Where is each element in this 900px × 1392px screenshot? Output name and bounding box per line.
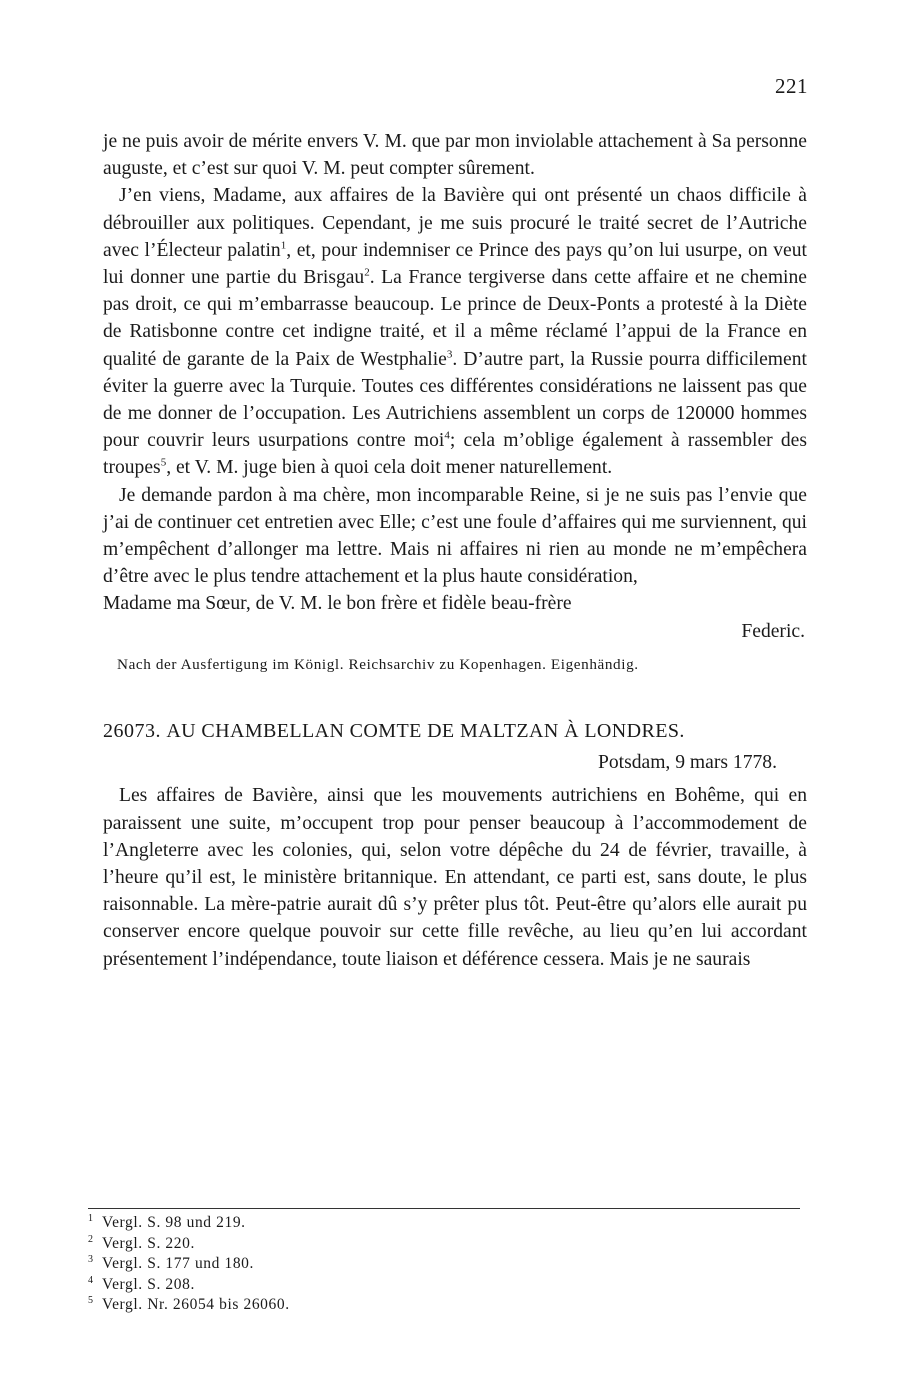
paragraph-1: je ne puis avoir de mérite envers V. M. que par mon inviolable attachement à Sa personne auguste, et c’est sur quoi V. M. peut compter sûrement. <box>103 131 807 180</box>
main-text <box>103 128 807 973</box>
paragraph-3: Je demande pardon à ma chère, mon incomparable Reine, si je ne suis pas l’envie que j’ai de continuer cet entretien avec Elle; c’est une foule d’affaires qui me surviennent, qui m’empêchent d’allonger ma lettre. Mais ni affaires ni rien au monde ne m’empêchera d’être avec le plus tendre attachement et la plus haute considération, <box>103 484 807 588</box>
footnote-divider <box>88 1208 800 1209</box>
letter-body: Les affaires de Bavière, ainsi que les mouvements autrichiens en Bohême, qui en paraissent une suite, m’occupent trop pour penser beaucoup à l’accommodement de l’Angleterre avec les colonies, qui, selon votre dépêche du 24 de février, travaille, à l’heure qu’il est, le ministère britannique. En attendant, ce parti est, sans doute, le plus raisonnable. La mère-patrie aurait dû s’y prêter plus tôt. Peut-être qu’alors elle aurait pu conserver encore quelque pouvoir sur cette fille revêche, au lieu qu’en lui accordant présentement l’indépendance, toute liaison et déférence cessera. Mais je ne saurais <box>103 785 807 970</box>
footnote-mark: 2 <box>88 1233 94 1245</box>
paragraph-2-part-a: J’en viens, Madame, aux affaires de la Bavière qui ont présenté un chaos difficile à débrouiller aux politiques. Cependant, je me suis procuré le traité secret de l’Autriche avec l’Électeur palatin <box>103 185 807 261</box>
signature-line <box>103 618 807 645</box>
footnote-text: Vergl. S. 220. <box>102 1234 195 1252</box>
paragraph-2-part-c: . La France tergiverse dans cette affaire et ne chemine pas droit, ce qui m’embarrasse beaucoup. Le prince de Deux-Ponts a protesté à la Diète de Ratisbonne contre cet indigne traité, et il a même réclamé l’appui de la France en qualité de garante de la Paix de Westphalie <box>103 267 807 370</box>
footnote <box>88 1275 588 1296</box>
footnote-text: Vergl. S. 208. <box>102 1275 195 1293</box>
footnote-ref-1: 1 <box>280 239 287 252</box>
letter-number: 26073. <box>103 720 161 743</box>
footnote-ref-4: 4 <box>444 429 450 442</box>
footnote-text: Vergl. S. 98 und 219. <box>102 1214 246 1231</box>
signature: Federic. <box>741 620 805 642</box>
paragraph-2-part-b: , et, pour indemniser ce Prince des pays qu’on lui usurpe, on veut lui donner une partie du Brisgau <box>103 239 807 289</box>
footnote-mark: 4 <box>88 1274 94 1286</box>
letter-heading <box>103 718 807 745</box>
paragraph-2-part-d: . D’autre part, la Russie pourra difficilement éviter la guerre avec la Turquie. Toutes ces différentes considérations ne laissent pas que de me donner de l’occupation. Les Autrichiens assemblent un corps de 120000 hommes pour couvrir leurs usurpations contre moi <box>103 348 807 452</box>
footnote-text: Vergl. S. 177 und 180. <box>102 1255 254 1273</box>
footnotes <box>88 1213 588 1316</box>
footnote-ref-5: 5 <box>160 456 167 469</box>
footnote-mark: 1 <box>88 1213 94 1224</box>
footnote-ref-3: 3 <box>446 348 453 361</box>
footnote <box>88 1295 588 1316</box>
closing-line: Madame ma Sœur, de V. M. le bon frère et fidèle beau-frère <box>103 593 572 615</box>
footnote <box>88 1234 588 1255</box>
page-number: 221 <box>775 74 808 98</box>
footnote-mark: 5 <box>88 1295 94 1307</box>
paragraph-2-part-f: , et V. M. juge bien à quoi cela doit mener naturellement. <box>166 457 613 479</box>
footnote <box>88 1254 588 1275</box>
letter-dateline: Potsdam, 9 mars 1778. <box>597 752 777 774</box>
footnote <box>88 1213 588 1234</box>
letter-title: AU CHAMBELLAN COMTE DE MALTZAN À LONDRES. <box>166 720 685 743</box>
source-note: Nach der Ausfertigung im Königl. Reichsarchiv zu Kopenhagen. Eigenhändig. <box>117 655 639 673</box>
footnote-ref-2: 2 <box>364 266 370 279</box>
footnote-mark: 3 <box>88 1254 94 1266</box>
paragraph-2 <box>103 182 807 481</box>
paragraph-2-part-e: ; cela m’oblige également à rassembler des troupes <box>103 430 807 479</box>
footnote-text: Vergl. Nr. 26054 bis 26060. <box>102 1296 290 1314</box>
